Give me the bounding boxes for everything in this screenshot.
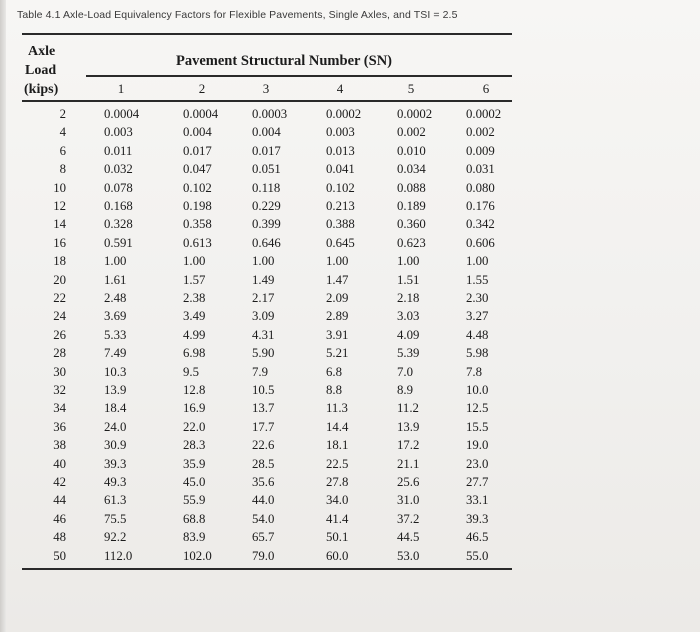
axle-load-cell: 24 xyxy=(53,309,66,324)
equivalency-factor-cell: 17.7 xyxy=(252,419,275,434)
equivalency-factor-cell: 19.0 xyxy=(466,438,489,453)
equivalency-factor-cell: 0.0004 xyxy=(104,107,140,121)
equivalency-factor-cell: 1.00 xyxy=(252,254,275,269)
sn-title: Pavement Structural Number (SN) xyxy=(176,53,392,69)
equivalency-factor-cell: 54.0 xyxy=(252,511,275,526)
equivalency-factor-cell: 0.118 xyxy=(252,180,281,195)
equivalency-factor-cell: 2.38 xyxy=(183,291,206,305)
equivalency-factor-cell: 23.0 xyxy=(466,456,489,471)
equivalency-factor-cell: 0.013 xyxy=(326,143,355,158)
equivalency-factor-cell: 0.613 xyxy=(183,235,212,250)
equivalency-factor-cell: 0.003 xyxy=(104,125,133,140)
equivalency-factor-cell: 45.0 xyxy=(183,475,206,489)
equivalency-factor-cell: 8.8 xyxy=(326,383,342,397)
equivalency-factor-cell: 0.102 xyxy=(326,180,355,195)
equivalency-factor-cell: 92.2 xyxy=(104,530,127,545)
equivalency-factor-cell: 14.4 xyxy=(326,419,349,434)
equivalency-factor-cell: 27.7 xyxy=(466,475,489,489)
equivalency-factor-cell: 1.00 xyxy=(466,254,489,269)
axle-load-cell: 36 xyxy=(53,419,66,434)
axle-load-header-line3: (kips) xyxy=(24,82,59,97)
equivalency-factor-cell: 0.051 xyxy=(252,162,281,177)
equivalency-factor-cell: 0.645 xyxy=(326,235,355,250)
equivalency-factor-cell: 35.6 xyxy=(252,475,275,489)
equivalency-factor-cell: 25.6 xyxy=(397,475,420,489)
equivalency-factor-cell: 5.33 xyxy=(104,327,127,342)
equivalency-factor-cell: 0.011 xyxy=(104,143,133,158)
equivalency-factor-cell: 44.0 xyxy=(252,493,275,508)
axle-load-cell: 42 xyxy=(53,475,66,489)
equivalency-factor-cell: 0.0004 xyxy=(183,107,219,121)
equivalency-factor-cell: 0.002 xyxy=(466,125,495,140)
equivalency-factor-cell: 5.39 xyxy=(397,346,420,361)
axle-load-cell: 46 xyxy=(53,511,66,526)
equivalency-factor-cell: 0.047 xyxy=(183,162,212,177)
equivalency-factor-cell: 1.49 xyxy=(252,272,275,287)
equivalency-factor-cell: 65.7 xyxy=(252,530,275,545)
equivalency-factor-cell: 0.0002 xyxy=(466,107,502,121)
equivalency-factor-cell: 0.0002 xyxy=(397,107,433,121)
equivalency-factor-cell: 5.98 xyxy=(466,346,489,361)
axle-load-cell: 16 xyxy=(53,235,66,250)
equivalency-factor-cell: 0.017 xyxy=(252,143,281,158)
top-rule xyxy=(22,33,512,35)
equivalency-factor-cell: 7.0 xyxy=(397,364,413,379)
equivalency-factor-cell: 0.102 xyxy=(183,180,212,195)
equivalency-factor-cell: 2.30 xyxy=(466,291,489,305)
sn-column-1: 1 xyxy=(117,81,125,96)
equivalency-factor-cell: 5.21 xyxy=(326,346,349,361)
equivalency-factor-cell: 2.89 xyxy=(326,309,349,324)
equivalency-factor-cell: 18.4 xyxy=(104,401,127,416)
axle-load-cell: 4 xyxy=(59,125,66,140)
equivalency-factor-cell: 3.69 xyxy=(104,309,127,324)
sn-column-2: 2 xyxy=(198,81,206,96)
equivalency-factor-cell: 0.229 xyxy=(252,199,281,213)
equivalency-factor-cell: 83.9 xyxy=(183,530,206,545)
equivalency-factor-cell: 16.9 xyxy=(183,401,206,416)
equivalency-factor-cell: 17.2 xyxy=(397,438,420,453)
equivalency-factor-cell: 0.198 xyxy=(183,199,212,213)
sn-column-4: 4 xyxy=(336,81,344,96)
equivalency-factor-cell: 1.00 xyxy=(397,254,420,269)
equivalency-factor-cell: 3.03 xyxy=(397,309,420,324)
equivalency-factor-cell: 2.48 xyxy=(104,291,127,305)
equivalency-factor-cell: 9.5 xyxy=(183,364,199,379)
equivalency-factor-cell: 0.0002 xyxy=(326,107,362,121)
axle-load-cell: 28 xyxy=(53,346,66,361)
axle-load-cell: 32 xyxy=(53,383,66,397)
equivalency-factor-cell: 7.8 xyxy=(466,364,482,379)
axle-load-cell: 18 xyxy=(53,254,66,269)
equivalency-factor-cell: 4.48 xyxy=(466,327,489,342)
equivalency-factor-cell: 0.0003 xyxy=(252,107,288,121)
equivalency-factor-cell: 31.0 xyxy=(397,493,420,508)
axle-load-cell: 20 xyxy=(53,272,66,287)
equivalency-factor-cell: 10.5 xyxy=(252,383,275,397)
equivalency-factor-cell: 0.034 xyxy=(397,162,426,177)
equivalency-factor-cell: 0.606 xyxy=(466,235,495,250)
axle-load-cell: 26 xyxy=(53,327,66,342)
equivalency-factor-cell: 4.09 xyxy=(397,327,420,342)
equivalency-factor-cell: 0.017 xyxy=(183,143,212,158)
sn-column-5: 5 xyxy=(407,81,415,96)
equivalency-factor-cell: 50.1 xyxy=(326,530,349,545)
equivalency-factor-cell: 0.002 xyxy=(397,125,426,140)
equivalency-factor-cell: 0.342 xyxy=(466,217,495,232)
equivalency-factor-cell: 44.5 xyxy=(397,530,420,545)
equivalency-factor-cell: 10.0 xyxy=(466,383,489,397)
equivalency-factor-cell: 79.0 xyxy=(252,548,275,563)
sn-column-6: 6 xyxy=(482,81,490,96)
equivalency-factor-cell: 11.3 xyxy=(326,401,348,416)
table-caption: Table 4.1 Axle-Load Equivalency Factors for Flexible Pavements, Single Axles, and TSI = 2.5 xyxy=(17,9,458,21)
equivalency-factor-cell: 0.168 xyxy=(104,199,133,213)
equivalency-factor-cell: 0.004 xyxy=(252,125,281,140)
equivalency-factor-cell: 1.51 xyxy=(397,272,420,287)
equivalency-factor-cell: 1.55 xyxy=(466,272,489,287)
equivalency-factor-cell: 24.0 xyxy=(104,419,127,434)
equivalency-factor-cell: 3.49 xyxy=(183,309,206,324)
equivalency-factor-cell: 0.360 xyxy=(397,217,426,232)
equivalency-factor-cell: 11.2 xyxy=(397,401,419,416)
axle-load-cell: 12 xyxy=(53,199,66,213)
equivalency-factor-cell: 4.31 xyxy=(252,327,275,342)
equivalency-factor-cell: 10.3 xyxy=(104,364,127,379)
equivalency-factor-cell: 22.0 xyxy=(183,419,206,434)
equivalency-factor-cell: 0.031 xyxy=(466,162,495,177)
equivalency-factor-cell: 55.9 xyxy=(183,493,206,508)
axle-load-cell: 14 xyxy=(53,217,66,232)
equivalency-factor-cell: 2.18 xyxy=(397,291,420,305)
equivalency-factor-cell: 1.00 xyxy=(326,254,349,269)
equivalency-factor-cell: 0.004 xyxy=(183,125,212,140)
equivalency-factor-cell: 1.00 xyxy=(104,254,127,269)
axle-load-cell: 2 xyxy=(59,107,66,121)
axle-load-header-line1: Axle xyxy=(28,44,56,59)
equivalency-factor-cell: 3.91 xyxy=(326,327,349,342)
equivalency-factor-cell: 8.9 xyxy=(397,383,413,397)
axle-load-cell: 10 xyxy=(53,180,66,195)
equivalency-factor-cell: 1.47 xyxy=(326,272,349,287)
equivalency-factor-cell: 0.041 xyxy=(326,162,355,177)
equivalency-factor-cell: 2.17 xyxy=(252,291,275,305)
equivalency-factor-cell: 1.57 xyxy=(183,272,206,287)
equivalency-factor-cell: 0.009 xyxy=(466,143,495,158)
equivalency-factor-cell: 13.9 xyxy=(104,383,127,397)
equivalency-factor-cell: 61.3 xyxy=(104,493,127,508)
left-edge-shadow xyxy=(0,0,6,632)
axle-load-cell: 30 xyxy=(53,364,66,379)
equivalency-factor-cell: 0.358 xyxy=(183,217,212,232)
equivalency-factor-cell: 0.591 xyxy=(104,235,133,250)
equivalency-factor-cell: 13.7 xyxy=(252,401,275,416)
equivalency-factor-cell: 22.6 xyxy=(252,438,275,453)
axle-load-cell: 44 xyxy=(53,493,66,508)
equivalency-factor-cell: 3.27 xyxy=(466,309,489,324)
equivalency-factor-cell: 13.9 xyxy=(397,419,420,434)
equivalency-factor-cell: 3.09 xyxy=(252,309,275,324)
equivalency-factor-cell: 0.388 xyxy=(326,217,355,232)
equivalency-factor-cell: 7.9 xyxy=(252,364,268,379)
equivalency-factor-cell: 4.99 xyxy=(183,327,206,342)
equivalency-factor-cell: 0.078 xyxy=(104,180,133,195)
equivalency-factor-cell: 68.8 xyxy=(183,511,206,526)
axle-load-cell: 8 xyxy=(59,162,66,177)
equivalency-factor-cell: 35.9 xyxy=(183,456,206,471)
equivalency-factor-cell: 1.61 xyxy=(104,272,127,287)
axle-load-cell: 22 xyxy=(53,291,66,305)
equivalency-factor-cell: 6.8 xyxy=(326,364,342,379)
equivalency-factor-cell: 34.0 xyxy=(326,493,349,508)
equivalency-factor-cell: 41.4 xyxy=(326,511,349,526)
axle-load-cell: 6 xyxy=(59,143,66,158)
equivalency-factor-cell: 39.3 xyxy=(104,456,127,471)
equivalency-factor-cell: 2.09 xyxy=(326,291,349,305)
equivalency-factor-cell: 0.646 xyxy=(252,235,281,250)
equivalency-factor-cell: 0.088 xyxy=(397,180,426,195)
equivalency-factor-cell: 39.3 xyxy=(466,511,489,526)
equivalency-factor-cell: 5.90 xyxy=(252,346,275,361)
equivalency-factor-cell: 7.49 xyxy=(104,346,127,361)
axle-load-header-line2: Load xyxy=(25,63,57,78)
equivalency-factor-cell: 0.176 xyxy=(466,199,495,213)
equivalency-factor-cell: 30.9 xyxy=(104,438,127,453)
equivalency-factor-cell: 1.00 xyxy=(183,254,206,269)
equivalency-factor-cell: 0.399 xyxy=(252,217,281,232)
equivalency-factor-cell: 15.5 xyxy=(466,419,489,434)
equivalency-factor-cell: 0.189 xyxy=(397,199,426,213)
equivalency-factor-cell: 12.5 xyxy=(466,401,489,416)
equivalency-factor-cell: 27.8 xyxy=(326,475,349,489)
equivalency-factor-cell: 0.010 xyxy=(397,143,426,158)
axle-load-cell: 50 xyxy=(53,548,66,563)
equivalency-factor-cell: 49.3 xyxy=(104,475,127,489)
equivalency-factor-cell: 33.1 xyxy=(466,493,489,508)
equivalency-factor-cell: 37.2 xyxy=(397,511,420,526)
equivalency-factor-cell: 21.1 xyxy=(397,456,420,471)
axle-load-cell: 34 xyxy=(53,401,66,416)
equivalency-factor-cell: 0.623 xyxy=(397,235,426,250)
equivalency-factor-cell: 46.5 xyxy=(466,530,489,545)
equivalency-factor-cell: 112.0 xyxy=(104,548,133,563)
sn-title-rule xyxy=(86,75,512,77)
equivalency-factor-cell: 28.5 xyxy=(252,456,275,471)
equivalency-factor-cell: 0.032 xyxy=(104,162,133,177)
axle-load-cell: 48 xyxy=(53,530,66,545)
equivalency-factor-cell: 22.5 xyxy=(326,456,349,471)
equivalency-factor-cell: 0.080 xyxy=(466,180,495,195)
equivalency-factor-cell: 0.213 xyxy=(326,199,355,213)
equivalency-factor-cell: 18.1 xyxy=(326,438,349,453)
axle-load-cell: 40 xyxy=(53,456,66,471)
equivalency-factor-cell: 75.5 xyxy=(104,511,127,526)
equivalency-factor-cell: 0.328 xyxy=(104,217,133,232)
bottom-rule xyxy=(22,568,512,570)
header-bottom-rule xyxy=(22,100,512,102)
equivalency-factor-cell: 0.003 xyxy=(326,125,355,140)
equivalency-factor-cell: 6.98 xyxy=(183,346,206,361)
equivalency-factor-cell: 60.0 xyxy=(326,548,349,563)
axle-load-cell: 38 xyxy=(53,438,66,453)
equivalency-factor-cell: 102.0 xyxy=(183,548,212,563)
equivalency-factor-cell: 12.8 xyxy=(183,383,206,397)
equivalency-factor-cell: 53.0 xyxy=(397,548,420,563)
sn-column-3: 3 xyxy=(262,81,270,96)
equivalency-factor-cell: 28.3 xyxy=(183,438,206,453)
equivalency-factor-cell: 55.0 xyxy=(466,548,489,563)
